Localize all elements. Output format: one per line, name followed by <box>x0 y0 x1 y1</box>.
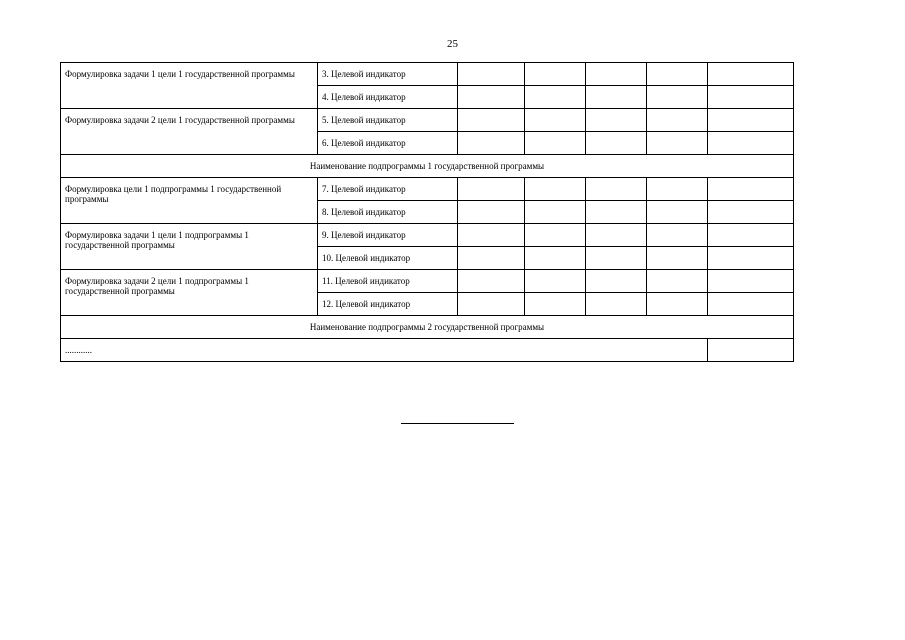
value-cell <box>647 178 708 201</box>
ellipsis-cell: ............ <box>61 339 708 362</box>
goal-cell: Формулировка задачи 2 цели 1 государственной программы <box>61 109 318 155</box>
value-cell <box>525 109 586 132</box>
value-cell <box>586 86 647 109</box>
value-cell <box>525 270 586 293</box>
value-cell <box>647 224 708 247</box>
value-cell <box>586 201 647 224</box>
value-cell <box>525 293 586 316</box>
value-cell <box>586 247 647 270</box>
indicator-cell: 10. Целевой индикатор <box>318 247 458 270</box>
table-row <box>61 109 794 132</box>
value-cell <box>708 201 794 224</box>
value-cell <box>458 86 525 109</box>
value-cell <box>525 63 586 86</box>
table-row <box>61 316 794 339</box>
value-cell <box>586 109 647 132</box>
indicator-cell: 7. Целевой индикатор <box>318 178 458 201</box>
indicator-cell: 3. Целевой индикатор <box>318 63 458 86</box>
indicator-cell: 4. Целевой индикатор <box>318 86 458 109</box>
goal-cell: Формулировка задачи 2 цели 1 подпрограммы 1 государственной программы <box>61 270 318 316</box>
value-cell <box>525 247 586 270</box>
goal-cell: Формулировка задачи 1 цели 1 подпрограммы 1 государственной программы <box>61 224 318 270</box>
value-cell <box>708 132 794 155</box>
value-cell <box>458 109 525 132</box>
value-cell <box>458 178 525 201</box>
value-cell <box>708 178 794 201</box>
value-cell <box>708 339 794 362</box>
value-cell <box>525 178 586 201</box>
table-row <box>61 224 794 247</box>
indicator-cell: 6. Целевой индикатор <box>318 132 458 155</box>
value-cell <box>458 132 525 155</box>
value-cell <box>525 132 586 155</box>
value-cell <box>525 201 586 224</box>
indicator-cell: 9. Целевой индикатор <box>318 224 458 247</box>
value-cell <box>647 86 708 109</box>
value-cell <box>647 132 708 155</box>
value-cell <box>647 63 708 86</box>
value-cell <box>647 109 708 132</box>
indicator-cell: 5. Целевой индикатор <box>318 109 458 132</box>
value-cell <box>586 178 647 201</box>
value-cell <box>708 270 794 293</box>
value-cell <box>525 224 586 247</box>
value-cell <box>647 293 708 316</box>
table-row <box>61 63 794 86</box>
goal-cell: Формулировка цели 1 подпрограммы 1 государственной программы <box>61 178 318 224</box>
value-cell <box>708 109 794 132</box>
indicator-cell: 11. Целевой индикатор <box>318 270 458 293</box>
end-rule-divider <box>401 423 514 424</box>
value-cell <box>458 293 525 316</box>
goal-cell: Формулировка задачи 1 цели 1 государственной программы <box>61 63 318 109</box>
value-cell <box>458 201 525 224</box>
value-cell <box>458 247 525 270</box>
value-cell <box>586 63 647 86</box>
value-cell <box>708 293 794 316</box>
value-cell <box>708 247 794 270</box>
value-cell <box>458 270 525 293</box>
subprogram-1-heading: Наименование подпрограммы 1 государственной программы <box>61 155 794 178</box>
page-number: 25 <box>447 38 458 50</box>
value-cell <box>708 86 794 109</box>
table-row <box>61 270 794 293</box>
value-cell <box>708 224 794 247</box>
value-cell <box>525 86 586 109</box>
value-cell <box>458 63 525 86</box>
value-cell <box>586 293 647 316</box>
value-cell <box>647 247 708 270</box>
table-row <box>61 155 794 178</box>
table-row <box>61 178 794 201</box>
value-cell <box>586 270 647 293</box>
subprogram-2-heading: Наименование подпрограммы 2 государственной программы <box>61 316 794 339</box>
value-cell <box>647 201 708 224</box>
value-cell <box>586 224 647 247</box>
value-cell <box>708 63 794 86</box>
value-cell <box>586 132 647 155</box>
value-cell <box>458 224 525 247</box>
indicators-table <box>60 62 794 362</box>
table-row <box>61 339 794 362</box>
value-cell <box>647 270 708 293</box>
indicator-cell: 12. Целевой индикатор <box>318 293 458 316</box>
indicator-cell: 8. Целевой индикатор <box>318 201 458 224</box>
